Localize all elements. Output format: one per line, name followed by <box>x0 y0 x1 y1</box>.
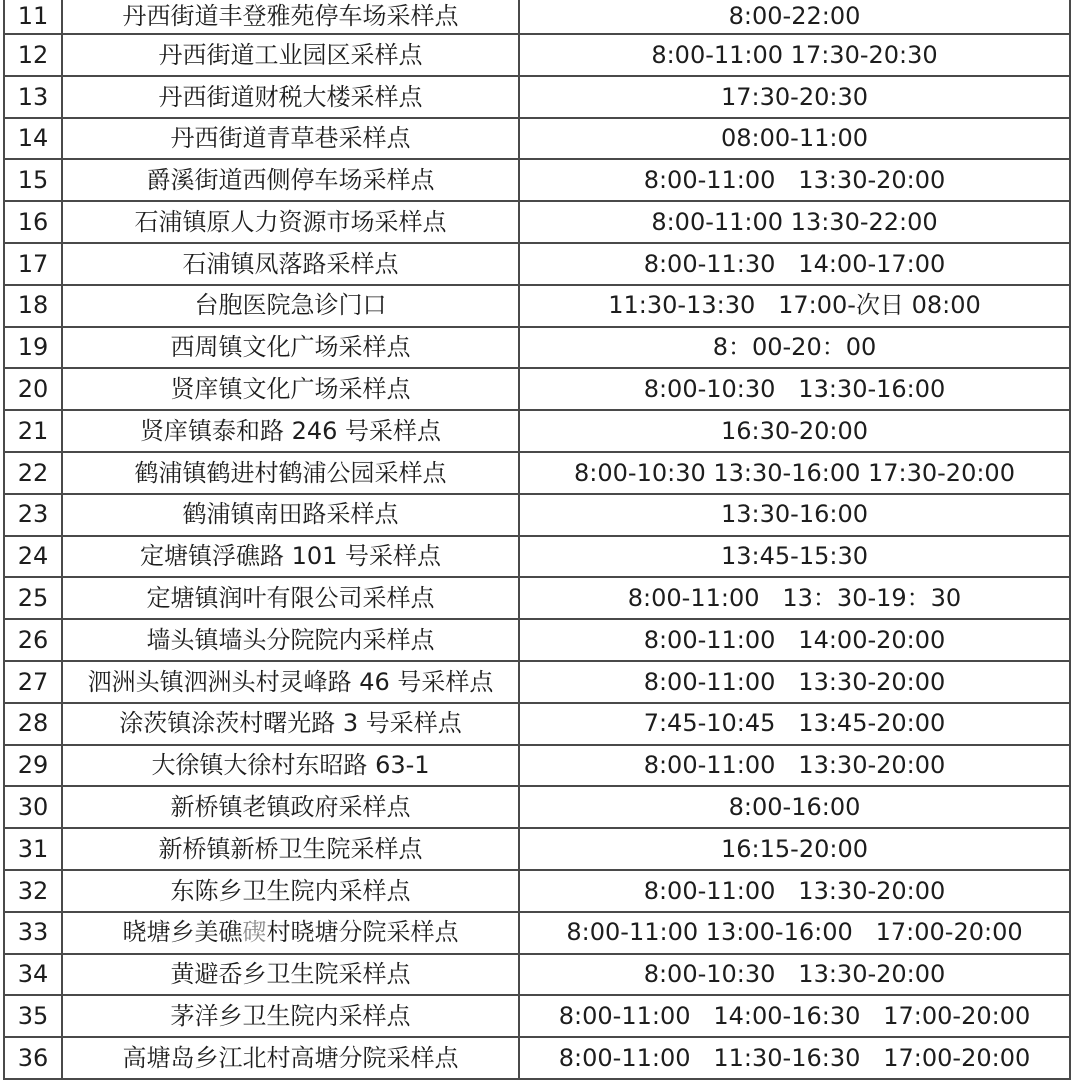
site-name-cell: 新桥镇新桥卫生院采样点 <box>62 828 519 870</box>
site-name-cell: 石浦镇原人力资源市场采样点 <box>62 201 519 243</box>
time-cell: 8:00-11:00 13:30-22:00 <box>519 201 1070 243</box>
time-cell: 11:30-13:30 17:00-次日 08:00 <box>519 285 1070 327</box>
table-row <box>4 368 1070 410</box>
time-cell: 8:00-11:00 13:00-16:00 17:00-20:00 <box>519 912 1070 954</box>
row-number-cell: 13 <box>4 76 62 118</box>
table-row <box>4 703 1070 745</box>
row-number-cell: 11 <box>4 0 62 34</box>
table-row <box>4 870 1070 912</box>
site-name-text: 村晓塘分院采样点 <box>266 918 459 947</box>
site-name-cell: 高塘岛乡江北村高塘分院采样点 <box>62 1037 519 1079</box>
row-number-cell: 31 <box>4 828 62 870</box>
table-row <box>4 536 1070 578</box>
row-number-cell: 34 <box>4 954 62 996</box>
row-number-cell: 27 <box>4 661 62 703</box>
row-number-cell: 23 <box>4 494 62 536</box>
row-number-cell: 29 <box>4 745 62 787</box>
time-cell: 17:30-20:30 <box>519 76 1070 118</box>
table-row <box>4 410 1070 452</box>
row-number-cell: 24 <box>4 536 62 578</box>
row-number-cell: 22 <box>4 452 62 494</box>
table-row <box>4 327 1070 369</box>
site-name-cell <box>62 912 519 954</box>
time-cell: 8:00-11:00 13：30-19：30 <box>519 577 1070 619</box>
time-cell: 8:00-10:30 13:30-16:00 <box>519 368 1070 410</box>
table-row <box>4 828 1070 870</box>
table-row <box>4 76 1070 118</box>
time-cell: 16:15-20:00 <box>519 828 1070 870</box>
table-row <box>4 201 1070 243</box>
row-number-cell: 28 <box>4 703 62 745</box>
time-cell: 8:00-10:30 13:30-20:00 <box>519 954 1070 996</box>
table-row <box>4 1037 1070 1079</box>
site-name-cell: 贤庠镇泰和路 246 号采样点 <box>62 410 519 452</box>
row-number-cell: 33 <box>4 912 62 954</box>
table-row <box>4 995 1070 1037</box>
site-name-cell: 台胞医院急诊门口 <box>62 285 519 327</box>
fallback-glyph: 碶 <box>242 918 267 947</box>
time-cell: 8:00-16:00 <box>519 786 1070 828</box>
row-number-cell: 36 <box>4 1037 62 1079</box>
site-name-cell: 定塘镇浮礁路 101 号采样点 <box>62 536 519 578</box>
time-cell: 8:00-11:00 13:30-20:00 <box>519 159 1070 201</box>
time-cell: 8:00-11:00 17:30-20:30 <box>519 34 1070 76</box>
time-cell: 08:00-11:00 <box>519 118 1070 160</box>
row-number-cell: 12 <box>4 34 62 76</box>
time-cell: 8:00-11:00 13:30-20:00 <box>519 870 1070 912</box>
time-cell: 7:45-10:45 13:45-20:00 <box>519 703 1070 745</box>
table-body <box>4 0 1070 1079</box>
table-row <box>4 619 1070 661</box>
row-number-cell: 16 <box>4 201 62 243</box>
site-name-cell: 涂茨镇涂茨村曙光路 3 号采样点 <box>62 703 519 745</box>
table-row <box>4 954 1070 996</box>
sampling-points-table <box>3 0 1071 1080</box>
site-name-cell: 新桥镇老镇政府采样点 <box>62 786 519 828</box>
table-row <box>4 494 1070 536</box>
row-number-cell: 21 <box>4 410 62 452</box>
row-number-cell: 14 <box>4 118 62 160</box>
site-name-cell: 丹西街道青草巷采样点 <box>62 118 519 160</box>
table-row <box>4 452 1070 494</box>
site-name-cell: 丹西街道工业园区采样点 <box>62 34 519 76</box>
table-row <box>4 118 1070 160</box>
time-cell: 8:00-11:00 11:30-16:30 17:00-20:00 <box>519 1037 1070 1079</box>
row-number-cell: 17 <box>4 243 62 285</box>
time-cell: 13:30-16:00 <box>519 494 1070 536</box>
row-number-cell: 25 <box>4 577 62 619</box>
time-cell: 8:00-11:00 13:30-20:00 <box>519 745 1070 787</box>
site-name-cell: 丹西街道财税大楼采样点 <box>62 76 519 118</box>
row-number-cell: 32 <box>4 870 62 912</box>
time-cell: 8:00-10:30 13:30-16:00 17:30-20:00 <box>519 452 1070 494</box>
time-cell: 8:00-11:30 14:00-17:00 <box>519 243 1070 285</box>
site-name-cell: 墙头镇墙头分院院内采样点 <box>62 619 519 661</box>
time-cell: 8:00-22:00 <box>519 0 1070 34</box>
site-name-cell: 泗洲头镇泗洲头村灵峰路 46 号采样点 <box>62 661 519 703</box>
site-name-cell: 大徐镇大徐村东昭路 63-1 <box>62 745 519 787</box>
time-cell: 8：00-20：00 <box>519 327 1070 369</box>
time-cell: 16:30-20:00 <box>519 410 1070 452</box>
row-number-cell: 20 <box>4 368 62 410</box>
table-row <box>4 745 1070 787</box>
table-row <box>4 786 1070 828</box>
site-name-cell: 石浦镇凤落路采样点 <box>62 243 519 285</box>
row-number-cell: 26 <box>4 619 62 661</box>
table-row <box>4 243 1070 285</box>
row-number-cell: 18 <box>4 285 62 327</box>
table-row <box>4 285 1070 327</box>
site-name-cell: 东陈乡卫生院内采样点 <box>62 870 519 912</box>
site-name-cell: 黄避岙乡卫生院采样点 <box>62 954 519 996</box>
site-name-cell: 爵溪街道西侧停车场采样点 <box>62 159 519 201</box>
site-name-cell: 鹤浦镇南田路采样点 <box>62 494 519 536</box>
row-number-cell: 35 <box>4 995 62 1037</box>
site-name-cell: 贤庠镇文化广场采样点 <box>62 368 519 410</box>
table-row <box>4 912 1070 954</box>
table-row <box>4 34 1070 76</box>
site-name-cell: 鹤浦镇鹤进村鹤浦公园采样点 <box>62 452 519 494</box>
table-row <box>4 0 1070 34</box>
site-name-cell: 丹西街道丰登雅苑停车场采样点 <box>62 0 519 34</box>
table-row <box>4 577 1070 619</box>
table-row <box>4 159 1070 201</box>
site-name-text: 晓塘乡美礁 <box>122 918 243 947</box>
site-name-cell: 西周镇文化广场采样点 <box>62 327 519 369</box>
time-cell: 8:00-11:00 14:00-16:30 17:00-20:00 <box>519 995 1070 1037</box>
row-number-cell: 19 <box>4 327 62 369</box>
site-name-cell: 定塘镇润叶有限公司采样点 <box>62 577 519 619</box>
row-number-cell: 15 <box>4 159 62 201</box>
table-row <box>4 661 1070 703</box>
time-cell: 13:45-15:30 <box>519 536 1070 578</box>
time-cell: 8:00-11:00 14:00-20:00 <box>519 619 1070 661</box>
site-name-cell: 茅洋乡卫生院内采样点 <box>62 995 519 1037</box>
row-number-cell: 30 <box>4 786 62 828</box>
time-cell: 8:00-11:00 13:30-20:00 <box>519 661 1070 703</box>
